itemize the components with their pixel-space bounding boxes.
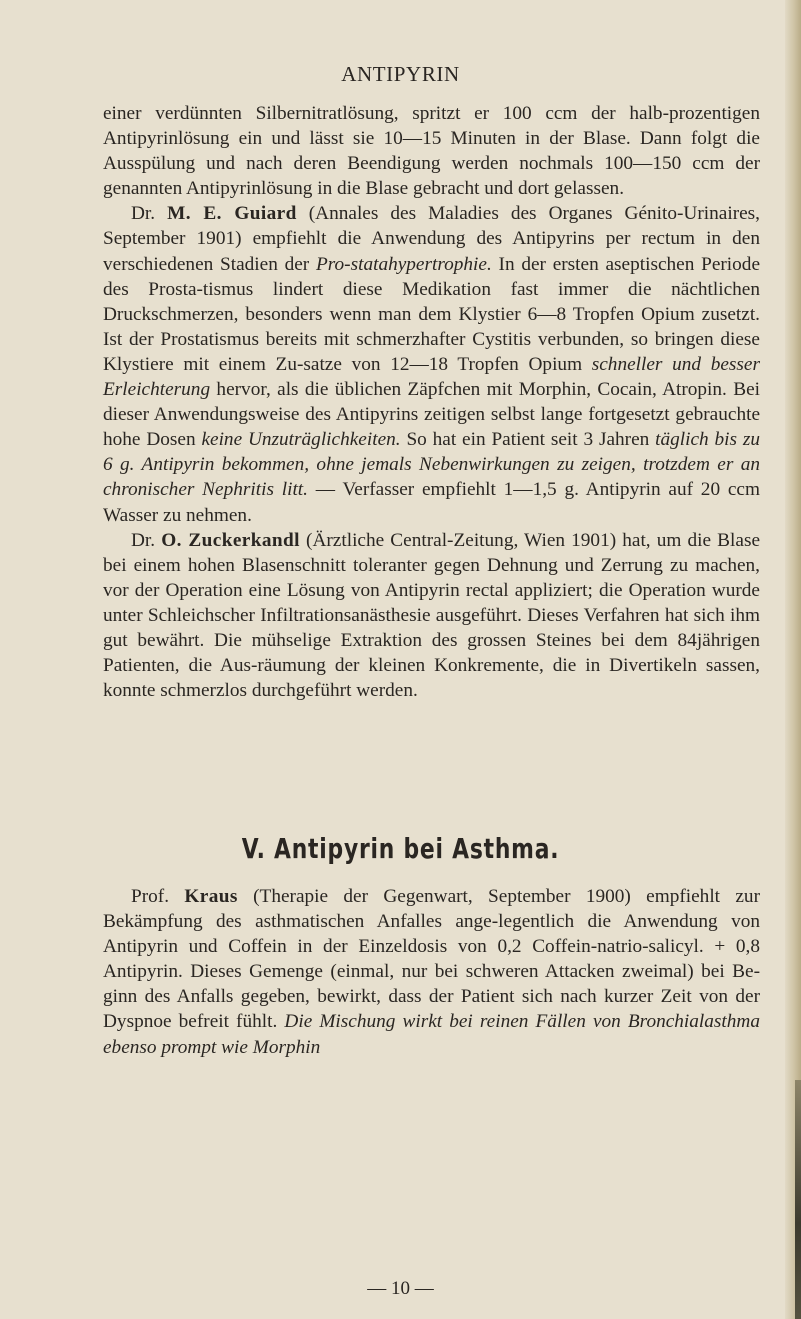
text-run: So hat ein Patient seit 3 Jahren bbox=[400, 429, 656, 451]
italic-run: Pro-statahypertrophie. bbox=[315, 253, 492, 275]
paragraph-2 bbox=[103, 201, 760, 527]
text-run: (Ärztliche Central-Zeitung, Wien 1901) hat, um die Blase bei einem hohen Blasenschnitt toleranter gegen Dehnung und Zerrung zu machen, vor der Operation eine Lösung von Antipyrin rectal appliziert; die Operation wurde unter Schleichscher Infiltrationsanästhesie ausgeführt. Dieses Verfahren hat sich ihm gut bewährt. Die mühselige Extraktion des grossen Steines bei dem 84jährigen Patienten, die Aus-räumung der kleinen Konkremente, die in Divertikeln sassen, konnte schmerzlos durchgeführt werden. bbox=[103, 529, 761, 702]
author-name: O. Zuckerkandl bbox=[161, 529, 300, 551]
paragraph-1: einer verdünnten Silbernitratlösung, spritzt er 100 ccm der halb-prozentigen Antipyrinlösung ein und lässt sie 10—15 Minuten in der Blase. Dann folgt die Ausspülung und nach deren Beendigung werden nochmals 100—150 ccm der genannten Antipyrinlösung in die Blase gebracht und dort gelassen. bbox=[103, 103, 760, 200]
text-block-top bbox=[103, 101, 760, 703]
text-run: hervor, als die üblichen Zäpfchen mit Morphin, Cocain, Atropin. Bei dieser Anwendungsweise des Antipyrins zeitigen selbst lange fortgesetzt gebrauchte hohe Dosen bbox=[103, 379, 760, 451]
text-run: In der ersten aseptischen Periode des Prosta-tismus lindert diese Medikation fast immer die nächtlichen Druckschmerzen, besonders wenn man dem Klystier 6—8 Tropfen Opium zusetzt. Ist der Prostatismus bereits mit schmerzhafter Cystitis verbunden, so bringen diese Klystiere mit einem Zu-satze von 12—18 Tropfen Opium bbox=[103, 253, 760, 375]
italic-run: keine Unzuträglichkeiten. bbox=[201, 429, 401, 451]
page-number: — 10 — bbox=[367, 1278, 434, 1299]
paragraph-3 bbox=[103, 528, 760, 704]
text-run: — Verfasser empfiehlt 1—1,5 g. Antipyrin auf 20 ccm Wasser zu nehmen. bbox=[103, 479, 760, 526]
text-block-bottom bbox=[103, 884, 760, 1060]
italic-run: Die Mischung wirkt bei reinen Fällen von Bronchialasthma ebenso prompt wie Morphin bbox=[103, 1011, 760, 1058]
running-head: ANTIPYRIN bbox=[341, 62, 460, 86]
italic-run: täglich bis zu 6 g. Antipyrin bekommen, ohne jemals Nebenwirkungen zu zeigen, trotzdem er an chronischer Nephritis litt. bbox=[103, 429, 761, 501]
title-prefix: Dr. bbox=[131, 203, 168, 225]
section-heading: V. Antipyrin bei Asthma. bbox=[241, 832, 560, 865]
text-run: (Therapie der Gegenwart, September 1900) empfiehlt zur Bekämpfung des asthmatischen Anfalles ange-legentlich die Anwendung von Antipyrin und Coffein in der Einzeldosis von 0,2 Coffein-natrio-salicyl. + 0,8 Antipyrin. Dieses Gemenge (einmal, nur bei schweren Attacken zweimal) bei Be-ginn des Anfalls gegeben, bewirkt, dass der Patient sich nach kurzer Zeit von der Dyspnoe befreit fühlt. bbox=[103, 886, 760, 1033]
title-prefix: Dr. bbox=[131, 529, 162, 551]
text-run: (Annales des Maladies des Organes Génito-Urinaires, September 1901) empfiehlt die Anwendung des Antipyrins per rectum in den verschiedenen Stadien der bbox=[103, 203, 760, 275]
italic-run: schneller und besser Erleichterung bbox=[103, 353, 760, 401]
title-prefix: Prof. bbox=[131, 886, 185, 907]
author-name: M. E. Guiard bbox=[167, 203, 297, 225]
paragraph-4 bbox=[103, 884, 760, 1060]
author-name: Kraus bbox=[184, 886, 238, 907]
